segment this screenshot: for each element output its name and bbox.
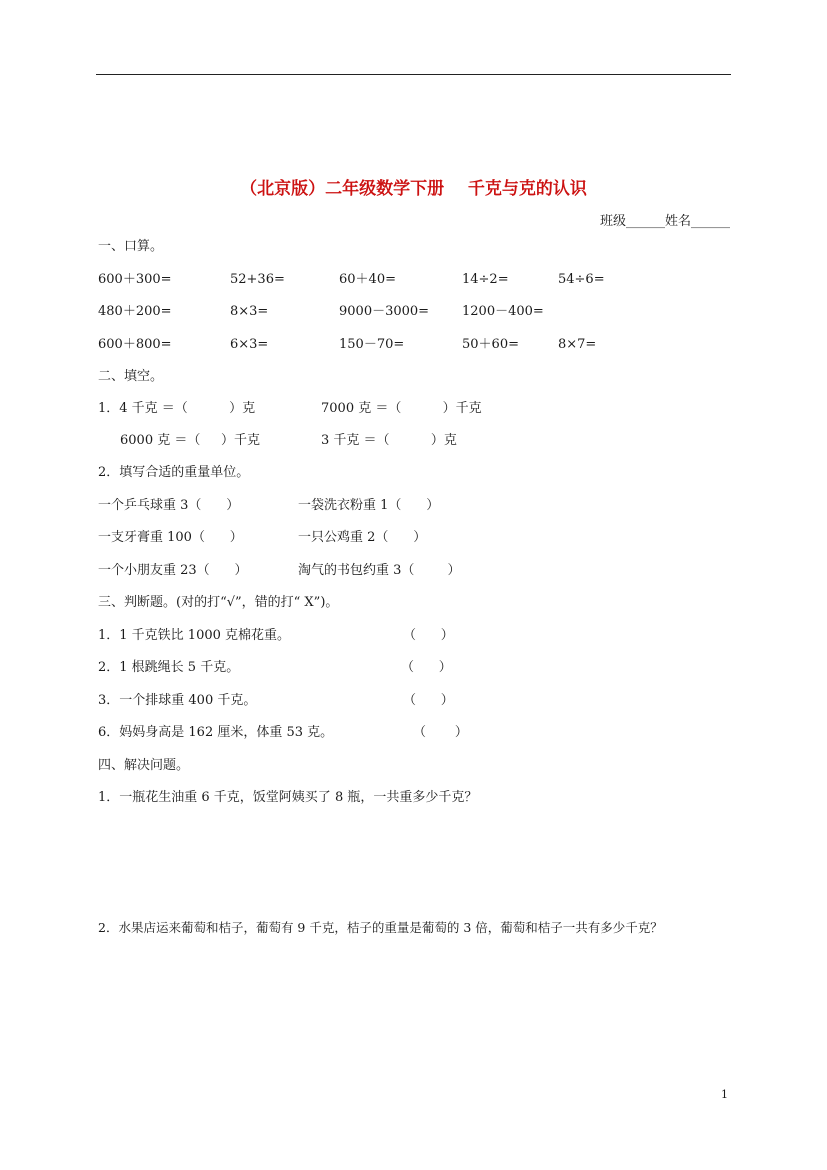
class-name-line: 班级______姓名______ [599, 214, 730, 229]
fill-item: 一个乒乓球重 3（ ） [98, 498, 240, 513]
oral-item: 54÷6= [558, 272, 605, 287]
oral-item: 600＋300= [98, 272, 172, 287]
judge-item: 2．1 根跳绳长 5 千克。 [98, 660, 240, 675]
judge-item: 1．1 千克铁比 1000 克棉花重。 [98, 628, 291, 643]
oral-item: 9000－3000= [339, 304, 430, 319]
judge-paren: （ ） [401, 660, 452, 675]
fill-item: 一个小朋友重 23（ ） [98, 563, 248, 578]
oral-item: 600＋800= [98, 337, 172, 352]
word-problem: 2．水果店运来葡萄和桔子，葡萄有 9 千克，桔子的重量是葡萄的 3 倍，葡萄和桔子一共有多少千克？ [98, 920, 663, 935]
oral-item: 8×7= [558, 337, 597, 352]
oral-item: 1200－400= [462, 304, 544, 319]
oral-item: 6×3= [230, 337, 269, 352]
word-problem: 1．一瓶花生油重 6 千克，饭堂阿姨买了 8 瓶，一共重多少千克？ [98, 790, 478, 805]
header-rule [96, 74, 731, 75]
fill-item: 一只公鸡重 2（ ） [298, 530, 427, 545]
fill-item: 1．4 千克 ＝（ ）克 [98, 401, 256, 416]
judge-paren: （ ） [403, 628, 454, 643]
fill-question: 2．填写合适的重量单位。 [98, 465, 250, 480]
fill-item: 7000 克 ＝（ ）千克 [321, 401, 482, 416]
oral-item: 60＋40= [339, 272, 396, 287]
page-title: （北京版）二年级数学下册 千克与克的认识 [240, 179, 587, 199]
section-heading: 四、解决问题。 [98, 758, 190, 773]
judge-item: 6．妈妈身高是 162 厘米，体重 53 克。 [98, 725, 334, 740]
section-heading: 一、口算。 [98, 239, 164, 254]
fill-item: 淘气的书包约重 3（ ） [298, 563, 461, 578]
oral-item: 8×3= [230, 304, 269, 319]
oral-item: 50＋60= [462, 337, 519, 352]
fill-item: 一支牙膏重 100（ ） [98, 530, 243, 545]
oral-item: 150－70= [339, 337, 405, 352]
judge-paren: （ ） [403, 693, 454, 708]
judge-item: 3．一个排球重 400 千克。 [98, 693, 257, 708]
section-heading: 二、填空。 [98, 369, 164, 384]
page-number: 1 [721, 1088, 728, 1101]
fill-item: 一袋洗衣粉重 1（ ） [298, 498, 440, 513]
section-heading: 三、判断题。(对的打“√”，错的打“ X”)。 [98, 595, 339, 610]
judge-paren: （ ） [413, 725, 468, 740]
oral-item: 480＋200= [98, 304, 172, 319]
oral-item: 52+36= [230, 272, 285, 287]
fill-item: 6000 克 ＝（ ）千克 [120, 433, 261, 448]
fill-item: 3 千克 ＝（ ）克 [321, 433, 457, 448]
oral-item: 14÷2= [462, 272, 509, 287]
